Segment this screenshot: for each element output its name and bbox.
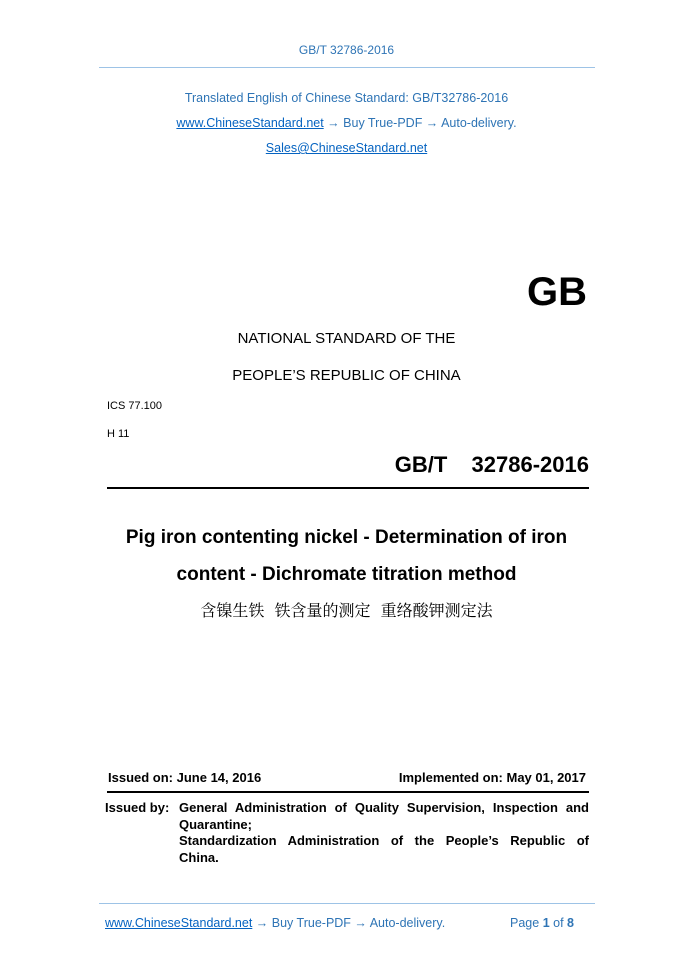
page-total: 8 [567, 916, 574, 930]
issuer-line: China. [179, 849, 219, 865]
page-of: of [553, 916, 564, 930]
implemented-on-date: Implemented on: May 01, 2017 [398, 770, 586, 785]
title-divider [107, 487, 589, 489]
issuer-line: General Administration of Quality Supervision, Inspection and [179, 800, 589, 815]
issued-by-label: Issued by: [105, 800, 170, 815]
issuer-line: Standardization Administration of the People’s Republic of [179, 833, 589, 848]
page-label: Page [510, 916, 540, 930]
footer-purchase-line [105, 916, 445, 930]
national-standard-line1: NATIONAL STANDARD OF THE [237, 330, 456, 347]
purchase-text: → Buy True-PDF → Auto-delivery. [323, 116, 517, 130]
translation-note: Translated English of Chinese Standard: GB/T32786-2016 [184, 91, 509, 105]
page-current: 1 [542, 916, 550, 930]
footer-site-link[interactable]: www.ChineseStandard.net [105, 916, 253, 930]
email-link[interactable]: Sales@ChineseStandard.net [265, 141, 428, 155]
issued-by-authorities [179, 800, 589, 866]
header-divider [99, 67, 595, 68]
issuer-line: Quarantine; [179, 816, 252, 832]
footer-purchase-text: → Buy True-PDF → Auto-delivery. [252, 916, 446, 930]
dates-divider [107, 791, 589, 793]
ics-code: ICS 77.100 [107, 400, 163, 412]
standard-number: GB/T 32786-2016 [394, 452, 589, 477]
ccs-code: H 11 [107, 428, 130, 440]
email-line [0, 141, 693, 155]
purchase-line [0, 116, 693, 130]
page-indicator [510, 916, 574, 930]
issued-on-date: Issued on: June 14, 2016 [108, 770, 262, 785]
header-title: GB/T 32786-2016 [298, 43, 395, 57]
document-title-line2: content - Dichromate titration method [176, 564, 517, 585]
document-title-chinese: 含镍生铁 铁含量的测定 重络酸钾测定法 [200, 601, 493, 620]
national-standard-line2: PEOPLE’S REPUBLIC OF CHINA [232, 367, 461, 384]
gb-mark: GB [527, 270, 587, 314]
footer-divider [99, 903, 595, 904]
site-link[interactable]: www.ChineseStandard.net [176, 116, 324, 130]
document-title-line1: Pig iron contenting nickel - Determination of iron [125, 527, 568, 548]
